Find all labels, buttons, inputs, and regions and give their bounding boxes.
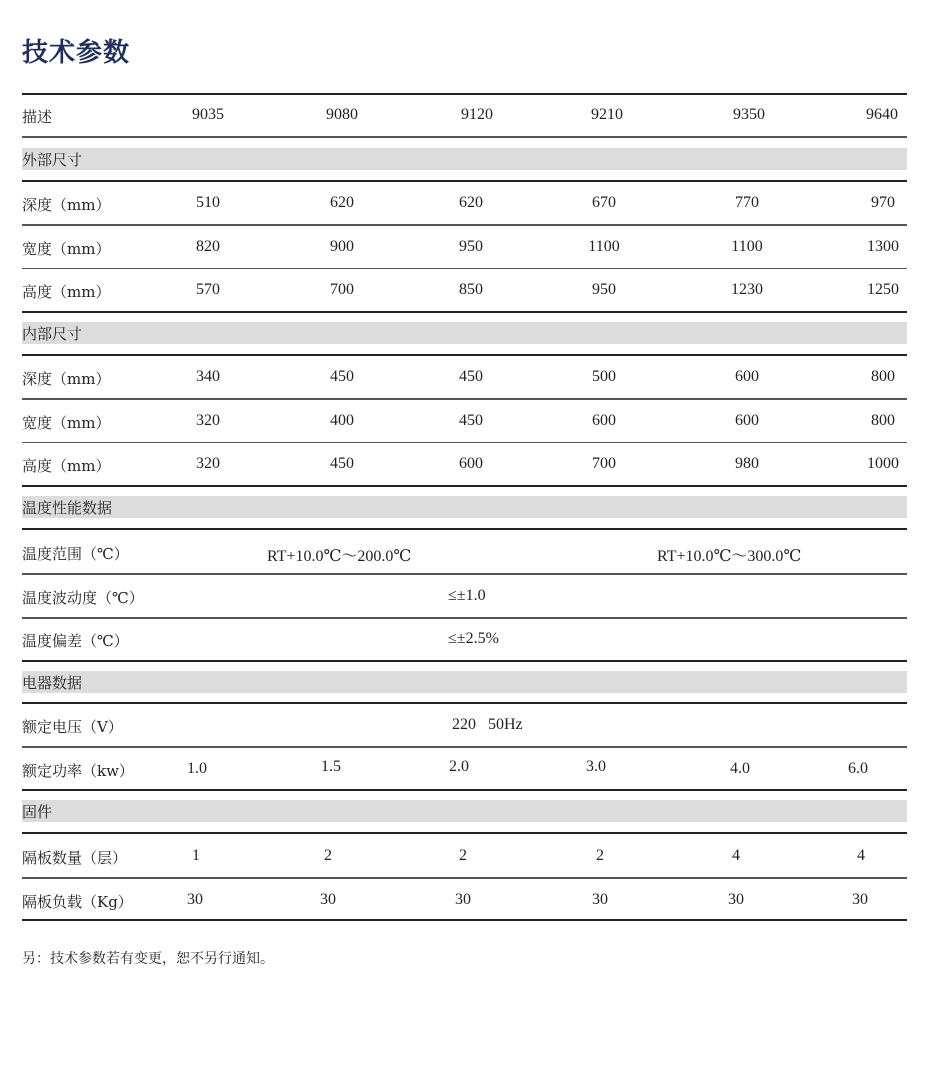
temp-fluct-value: ≤±1.0: [448, 587, 486, 604]
row-value: 320: [196, 411, 220, 429]
section-band: [22, 671, 907, 693]
row-divider: [22, 398, 907, 400]
row-value: 980: [735, 455, 759, 472]
shelf-load-value: 30: [728, 891, 744, 908]
header-model: 9080: [326, 106, 358, 123]
row-divider: [22, 311, 907, 313]
section-title-temp: 温度性能数据: [22, 499, 113, 517]
row-value: 700: [592, 455, 616, 472]
power-value: 1.0: [187, 760, 207, 777]
temp-dev-value: ≤±2.5%: [448, 630, 499, 647]
section-title-elec: 电器数据: [22, 674, 83, 692]
section-band: [22, 800, 907, 822]
power-value: 3.0: [586, 758, 606, 775]
row-value: 770: [735, 194, 759, 211]
shelf-count-value: 2: [324, 847, 332, 864]
row-divider: [22, 789, 907, 791]
row-value: 620: [459, 194, 483, 211]
row-value: 670: [592, 194, 616, 211]
row-label: 深度（mm）: [22, 196, 111, 214]
section-band: [22, 148, 907, 170]
header-label: 描述: [22, 108, 53, 126]
shelf-count-value: 2: [596, 847, 604, 864]
row-value: 950: [459, 237, 483, 255]
header-model: 9350: [733, 106, 765, 123]
row-value: 1000: [867, 455, 899, 472]
row-divider: [22, 617, 907, 619]
section-band: [22, 322, 907, 344]
row-value: 1100: [731, 237, 763, 255]
row-value: 800: [871, 368, 895, 385]
row-value: 320: [196, 455, 220, 472]
row-divider: [22, 528, 907, 530]
temp-dev-label: 温度偏差（℃）: [22, 632, 129, 650]
shelf-count-value: 2: [459, 847, 467, 864]
temp-range-low: RT+10.0℃～200.0℃: [267, 548, 412, 565]
row-value: 600: [592, 411, 616, 429]
row-value: 600: [459, 455, 483, 472]
row-label: 高度（mm）: [22, 457, 111, 475]
row-divider: [22, 660, 907, 662]
page-title: 技术参数: [22, 38, 131, 68]
header-model: 9640: [866, 106, 898, 123]
row-value: 340: [196, 368, 220, 385]
shelf-load-label: 隔板负载（Kg）: [22, 893, 133, 911]
row-value: 450: [459, 411, 483, 429]
row-divider: [22, 354, 907, 356]
row-value: 570: [196, 281, 220, 298]
row-value: 820: [196, 237, 220, 255]
table-top-rule: [22, 93, 907, 95]
row-value: 970: [871, 194, 895, 211]
shelf-load-value: 30: [320, 891, 336, 908]
row-value: 600: [735, 368, 759, 385]
row-divider: [22, 268, 907, 270]
row-divider: [22, 485, 907, 487]
temp-range-label: 温度范围（℃）: [22, 545, 129, 563]
row-value: 1230: [731, 281, 763, 298]
power-value: 6.0: [848, 760, 868, 777]
row-value: 450: [459, 368, 483, 385]
temp-fluct-label: 温度波动度（℃）: [22, 589, 144, 607]
row-value: 600: [735, 411, 759, 429]
row-value: 1250: [867, 281, 899, 298]
temp-range-high: RT+10.0℃～300.0℃: [657, 548, 802, 565]
table-bottom-rule: [22, 919, 907, 921]
header-model: 9210: [591, 106, 623, 123]
row-value: 950: [592, 281, 616, 298]
section-title-outer: 外部尺寸: [22, 151, 83, 169]
voltage-value: 220 50Hz: [452, 716, 523, 733]
row-value: 620: [330, 194, 354, 211]
shelf-load-value: 30: [592, 891, 608, 908]
power-value: 4.0: [730, 760, 750, 777]
section-band: [22, 496, 907, 518]
row-divider: [22, 573, 907, 575]
footnote: 另：技术参数若有变更，恕不另行通知。: [22, 951, 274, 967]
shelf-count-value: 1: [192, 847, 200, 864]
row-value: 800: [871, 411, 895, 429]
section-title-fixture: 固件: [22, 803, 53, 821]
shelf-load-value: 30: [455, 891, 471, 908]
header-model: 9120: [461, 106, 493, 123]
row-divider: [22, 180, 907, 182]
row-divider: [22, 136, 907, 138]
row-value: 450: [330, 368, 354, 385]
shelf-count-label: 隔板数量（层）: [22, 849, 128, 867]
shelf-load-value: 30: [187, 891, 203, 908]
power-value: 1.5: [321, 758, 341, 775]
row-value: 1300: [867, 237, 899, 255]
row-value: 900: [330, 237, 354, 255]
row-divider: [22, 832, 907, 834]
header-model: 9035: [192, 106, 224, 123]
row-label: 高度（mm）: [22, 283, 111, 301]
row-label: 宽度（mm）: [22, 239, 111, 258]
row-value: 700: [330, 281, 354, 298]
row-divider: [22, 702, 907, 704]
shelf-count-value: 4: [732, 847, 740, 864]
row-value: 450: [330, 455, 354, 472]
shelf-load-value: 30: [852, 891, 868, 908]
power-label: 额定功率（kw）: [22, 762, 134, 780]
row-divider: [22, 224, 907, 226]
row-label: 宽度（mm）: [22, 413, 111, 432]
row-value: 400: [330, 411, 354, 429]
power-value: 2.0: [449, 758, 469, 775]
row-divider: [22, 442, 907, 444]
row-label: 深度（mm）: [22, 370, 111, 388]
row-value: 1100: [588, 237, 620, 255]
row-value: 500: [592, 368, 616, 385]
row-divider: [22, 877, 907, 879]
row-divider: [22, 746, 907, 748]
shelf-count-value: 4: [857, 847, 865, 864]
section-title-inner: 内部尺寸: [22, 325, 83, 343]
row-value: 510: [196, 194, 220, 211]
row-value: 850: [459, 281, 483, 298]
voltage-label: 额定电压（V）: [22, 718, 123, 736]
